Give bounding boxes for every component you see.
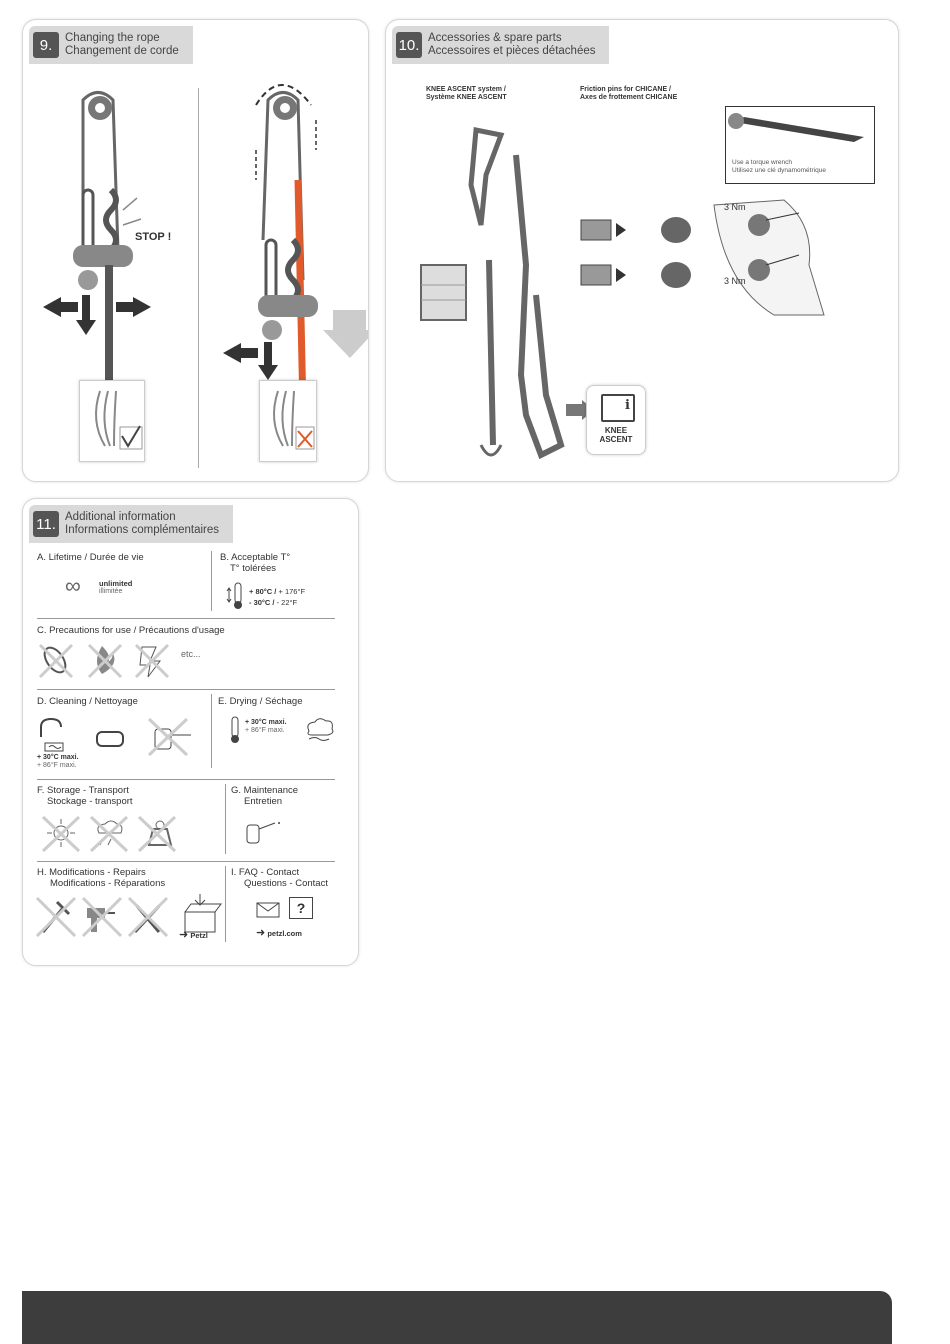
thermometer-icon: [227, 583, 247, 609]
ship-box-icon: [185, 894, 221, 932]
hammer-crossed-icon: [37, 898, 75, 936]
section-11-panel: [22, 498, 359, 966]
torque-text-fr: Utilisez une clé dynamométrique: [732, 167, 826, 174]
pressure-washer-crossed-icon: [149, 719, 191, 755]
manual-label-line1: KNEE: [604, 426, 628, 435]
manual-label-line2: ASCENT: [599, 435, 633, 444]
repairs-dest-label: Petzl: [190, 931, 208, 940]
repairs-title-line2: Modifications - Réparations: [50, 877, 166, 889]
faq-title-line2: Questions - Contact: [244, 877, 328, 889]
divider: [37, 861, 335, 862]
section-title-en: Changing the rope: [65, 32, 160, 44]
stop-label: STOP !: [135, 231, 172, 243]
temp-min-c: - 30°C /: [249, 598, 275, 607]
repairs-dest: [179, 928, 208, 941]
drying-max-c: + 30°C maxi.: [245, 719, 287, 726]
section-10-tab: [392, 26, 609, 64]
friction-pins-heading: [580, 86, 677, 102]
faq-title-line1: I. FAQ - Contact: [231, 867, 300, 878]
lifetime-title: A. Lifetime / Durée de vie: [37, 552, 144, 563]
manual-book-icon: [601, 394, 635, 422]
temperature-title-line1: B. Acceptable T°: [220, 552, 291, 563]
section-10-panel: [385, 19, 899, 482]
weight-crossed-icon: [139, 817, 175, 851]
rain-crossed-icon: [91, 817, 127, 851]
storage-title-line1: F. Storage - Transport: [37, 785, 129, 796]
question-icon[interactable]: ?: [289, 897, 313, 919]
oil-can-icon: [245, 817, 285, 845]
etc-label: etc...: [181, 649, 201, 659]
section-number: 10.: [396, 32, 422, 58]
torque-wrench-box: [725, 106, 875, 184]
storage-title: [37, 786, 133, 807]
air-dry-cloud-icon: [303, 717, 337, 743]
drying-title: E. Drying / Séchage: [218, 696, 303, 707]
drill-crossed-icon: [83, 898, 121, 936]
arrow-right-icon: ➜: [179, 929, 189, 941]
rope-coil-wrong-box: [259, 380, 317, 462]
repairs-title-line1: H. Modifications - Repairs: [37, 867, 146, 878]
precaution-icons: [37, 642, 207, 682]
torque-value-top: 3 Nm: [724, 202, 746, 212]
divider: [37, 618, 335, 619]
divider: [211, 551, 212, 611]
cleaning-icons: [37, 717, 207, 757]
section-11-tab: [29, 505, 233, 543]
maintenance-title-line2: Entretien: [244, 795, 283, 807]
faq-dest[interactable]: [256, 926, 302, 939]
knee-ascent-heading: [426, 86, 507, 102]
drying-max-f: + 86°F maxi.: [245, 727, 285, 734]
rope-coil-ok-box: [79, 380, 145, 462]
thermometer-icon: [229, 717, 241, 743]
temperature-title-line2: T° tolérées: [230, 562, 277, 574]
section-title-en: Additional information: [65, 511, 176, 523]
pins-heading-line1: Friction pins for CHICANE /: [580, 86, 671, 93]
section-title-fr: Informations complémentaires: [65, 524, 220, 536]
fire-crossed-icon: [89, 645, 121, 677]
lifetime-value-fr: illimitée: [99, 588, 123, 595]
arrow-right-icon: ➜: [256, 927, 266, 939]
cleaning-max-f: + 86°F maxi.: [37, 762, 77, 769]
maintenance-title-line1: G. Maintenance: [231, 785, 299, 796]
pins-heading-line2: Axes de frottement CHICANE: [580, 94, 678, 101]
cleaning-max-c: + 30°C maxi.: [37, 754, 79, 761]
sponge-icon: [97, 732, 123, 746]
footer-bar: [22, 1291, 892, 1344]
repairs-title: [37, 868, 165, 889]
friction-pins-illustration: [576, 215, 716, 305]
section-9-panel: [22, 19, 369, 482]
tools-crossed-icon: [129, 898, 167, 936]
faq-dest-label[interactable]: petzl.com: [267, 929, 302, 938]
info-icon: i: [625, 398, 630, 413]
section-number: 9.: [33, 32, 59, 58]
divider: [37, 779, 335, 780]
torque-text-en: Use a torque wrench: [732, 159, 792, 166]
section-title-en: Accessories & spare parts: [428, 32, 562, 44]
divider: [37, 689, 335, 690]
storage-icons: [41, 815, 181, 855]
temp-min-f: - 22°F: [274, 598, 298, 607]
temp-max-c: + 80°C /: [249, 587, 277, 596]
section-9-tab: [29, 26, 193, 64]
knee-ascent-system-illustration: [411, 115, 581, 475]
precautions-title: C. Precautions for use / Précautions d'usage: [37, 625, 225, 636]
faucet-icon: [41, 719, 63, 751]
torque-value-bottom: 3 Nm: [724, 276, 746, 286]
temperature-title: [220, 553, 290, 574]
faq-title: [231, 868, 328, 889]
carabiner-crossed-icon: [40, 644, 72, 677]
knee-heading-line1: KNEE ASCENT system /: [426, 86, 506, 93]
divider: [225, 784, 226, 854]
section-title-fr: Changement de corde: [65, 45, 179, 57]
chemical-crossed-icon: [136, 645, 168, 677]
divider: [225, 866, 226, 942]
section-title-fr: Accessoires et pièces détachées: [428, 45, 596, 57]
cleaning-title: D. Cleaning / Nettoyage: [37, 696, 138, 707]
mail-icon[interactable]: [256, 902, 280, 918]
temp-max-f: + 176°F: [276, 587, 306, 596]
knee-heading-line2: Système KNEE ASCENT: [426, 94, 507, 101]
knee-ascent-manual-button[interactable]: [586, 385, 646, 455]
chicane-plate-illustration: [704, 195, 834, 325]
maintenance-title: [231, 786, 298, 807]
section-number: 11.: [33, 511, 59, 537]
sun-crossed-icon: [43, 817, 79, 851]
infinity-icon: ∞: [65, 573, 81, 598]
lifetime-value-en: unlimited: [99, 579, 133, 588]
divider: [211, 694, 212, 768]
storage-title-line2: Stockage - transport: [47, 795, 133, 807]
